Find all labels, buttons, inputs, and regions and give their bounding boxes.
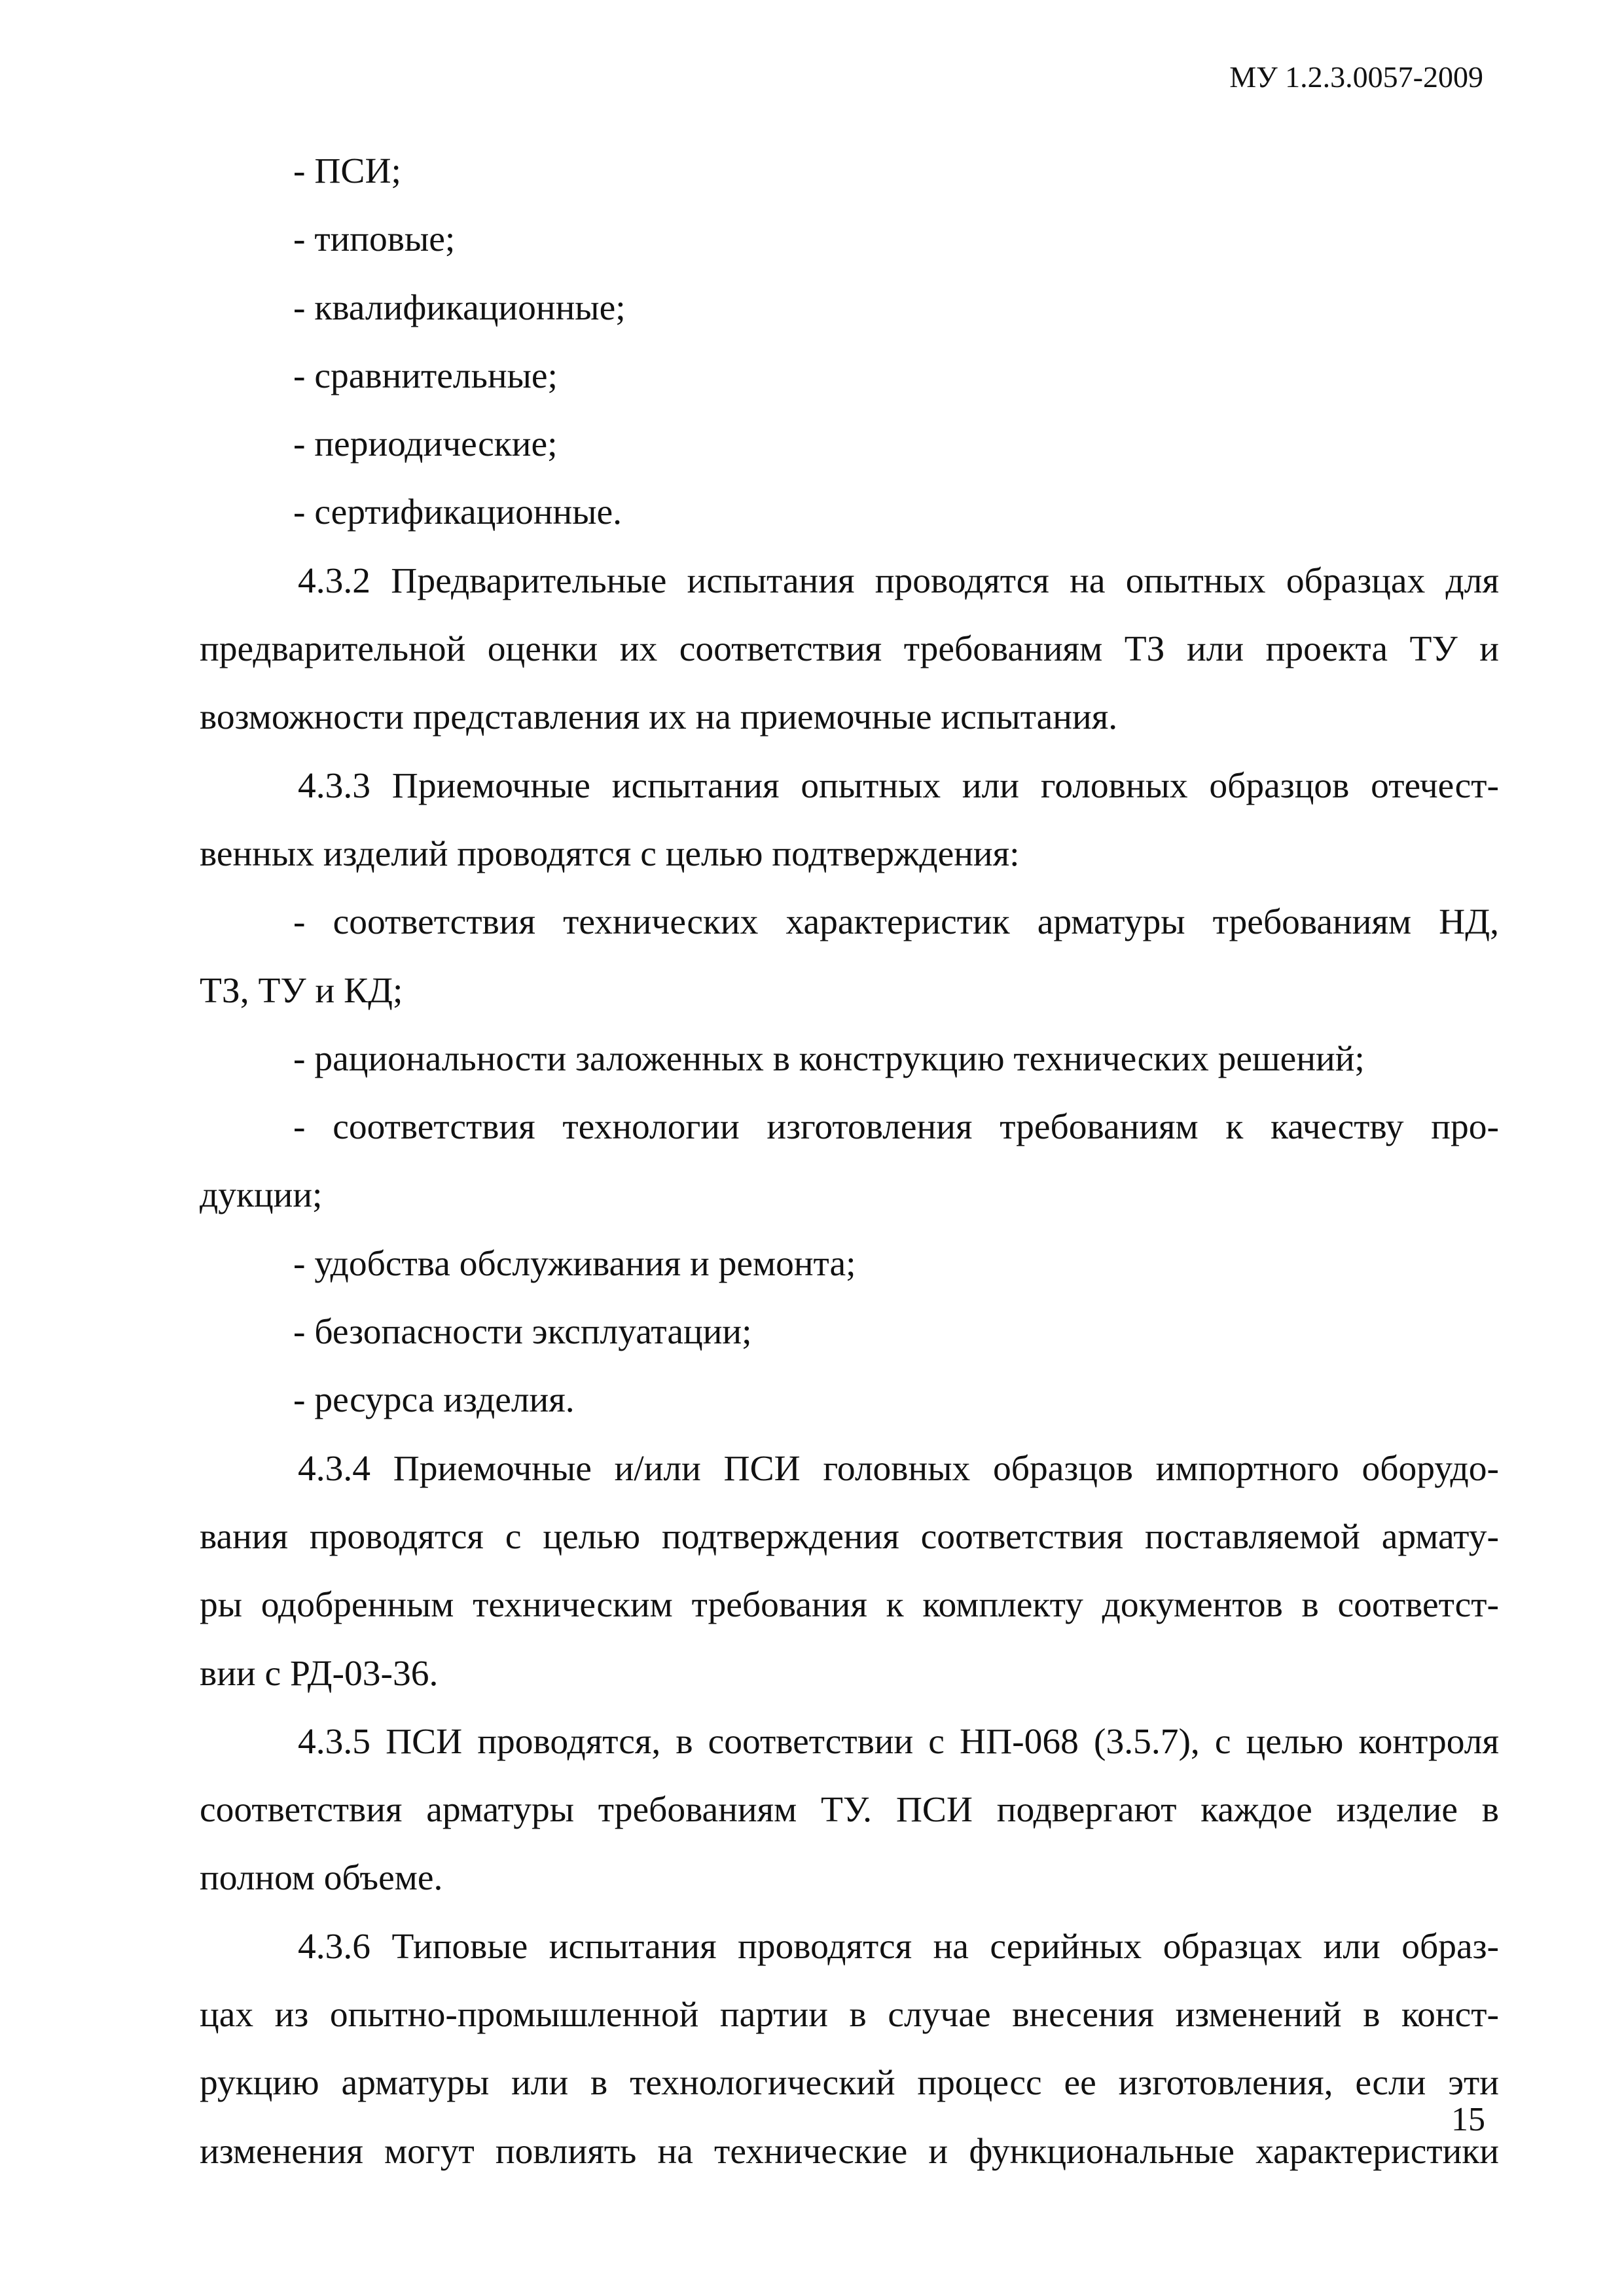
paragraph-4-3-4-line: 4.3.4 Приемочные и/или ПСИ головных образцов импортного оборудо-	[298, 1448, 1499, 1489]
list-item: - типовые;	[293, 219, 456, 260]
paragraph-4-3-3-line: венных изделий проводятся с целью подтверждения:	[200, 833, 1020, 874]
paragraph-4-3-4-line: ры одобренным техническим требования к комплекту документов в соответст-	[200, 1585, 1499, 1626]
list-item: - удобства обслуживания и ремонта;	[293, 1243, 856, 1284]
paragraph-4-3-6-line: 4.3.6 Типовые испытания проводятся на серийных образцах или образ-	[298, 1926, 1499, 1967]
document-code-header: МУ 1.2.3.0057-2009	[1229, 60, 1483, 94]
list-item: - периодические;	[293, 424, 558, 465]
paragraph-4-3-5-line: соответствия арматуры требованиям ТУ. ПСИ подвергают каждое изделие в	[200, 1790, 1499, 1831]
paragraph-4-3-2-line: предварительной оценки их соответствия требованиям ТЗ или проекта ТУ и	[200, 629, 1499, 670]
paragraph-4-3-6-line: рукцию арматуры или в технологический процесс ее изготовления, если эти	[200, 2063, 1499, 2104]
paragraph-4-3-4-line: вии с РД-03-36.	[200, 1653, 439, 1694]
list-item: - рациональности заложенных в конструкцию технических решений;	[293, 1038, 1365, 1079]
list-item-continuation: ТЗ, ТУ и КД;	[200, 970, 403, 1011]
paragraph-4-3-5-line: 4.3.5 ПСИ проводятся, в соответствии с НП-068 (3.5.7), с целью контроля	[298, 1721, 1499, 1762]
list-item: - соответствия технологии изготовления требованиям к качеству про-	[293, 1107, 1499, 1148]
paragraph-4-3-6-line: цах из опытно-промышленной партии в случае внесения изменений в конст-	[200, 1995, 1499, 2035]
page-number: 15	[1451, 2101, 1485, 2138]
paragraph-4-3-5-line: полном объеме.	[200, 1858, 443, 1899]
list-item: - сертификационные.	[293, 492, 623, 533]
document-body	[200, 137, 1499, 2186]
paragraph-4-3-4-line: вания проводятся с целью подтверждения соответствия поставляемой армату-	[200, 1516, 1499, 1557]
paragraph-4-3-3-line: 4.3.3 Приемочные испытания опытных или головных образцов отечест-	[298, 765, 1499, 806]
list-item: - ПСИ;	[293, 151, 401, 191]
list-item: - ресурса изделия.	[293, 1380, 575, 1421]
list-item: - квалификационные;	[293, 287, 626, 328]
list-item: - безопасности эксплуатации;	[293, 1312, 752, 1353]
paragraph-4-3-6-line: изменения могут повлиять на технические и функциональные характеристики	[200, 2131, 1499, 2172]
paragraph-4-3-2-line: возможности представления их на приемочные испытания.	[200, 697, 1118, 738]
paragraph-4-3-2-line: 4.3.2 Предварительные испытания проводятся на опытных образцах для	[298, 560, 1499, 601]
list-item: - сравнительные;	[293, 355, 558, 396]
list-item: - соответствия технических характеристик арматуры требованиям НД,	[293, 902, 1499, 943]
list-item-continuation: дукции;	[200, 1175, 323, 1216]
